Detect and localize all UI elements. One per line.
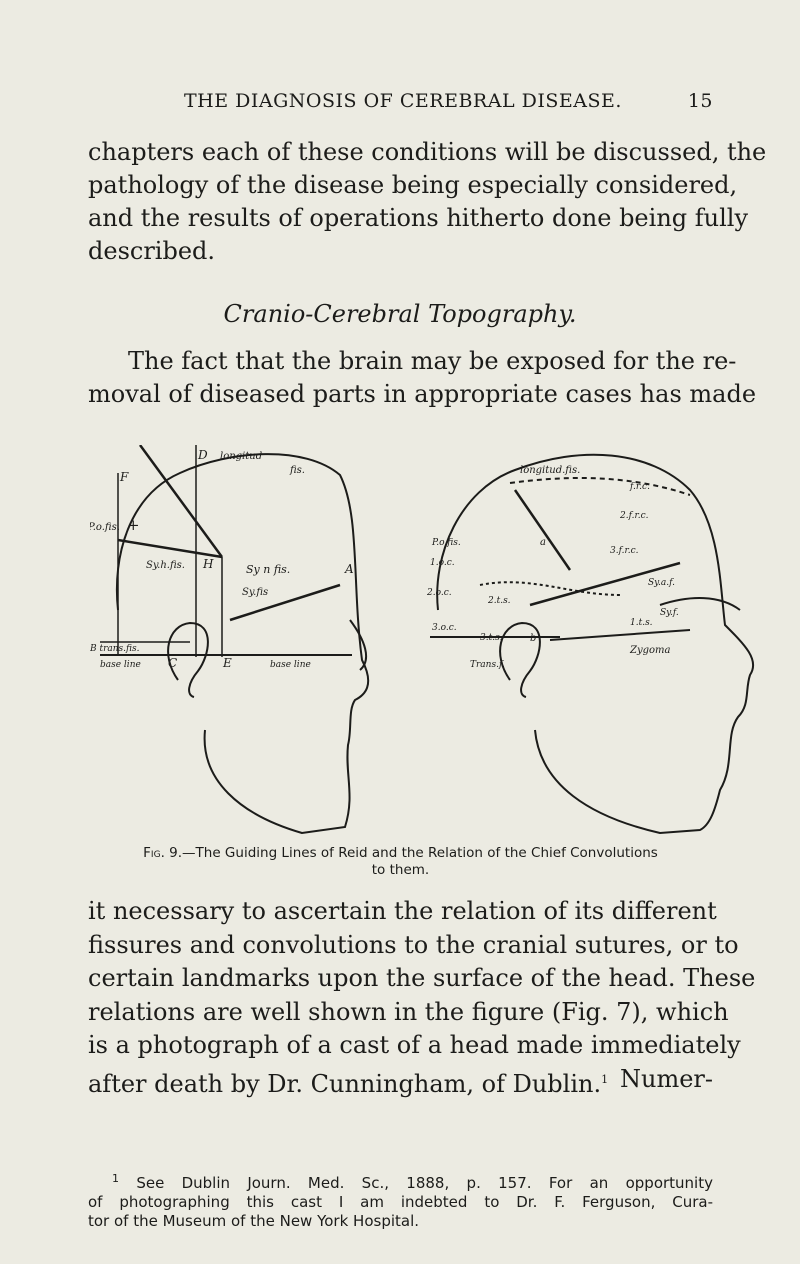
fig-label-frc: f.r.c. [630,482,650,492]
fig-label-base-line-left: base line [100,660,141,670]
fig-label-base-line-mid: base line [270,660,311,670]
fig-label-3oc: 3.o.c. [432,623,457,633]
footnote-marker: 1 [112,1172,119,1185]
running-head-title: THE DIAGNOSIS OF CEREBRAL DISEASE. [184,90,622,112]
page-number: 15 [687,90,713,112]
text-line: The fact that the brain may be exposed for the re- [128,347,737,375]
fig-label-3frc: 3.f.r.c. [610,546,639,556]
figure-reid-guiding-lines [90,445,770,840]
fig-label-b-right: b [530,633,537,644]
footnote-line: of photographing this cast I am indebted to Dr. F. Ferguson, Cura- [88,1193,713,1211]
text-line: it necessary to ascertain the relation of its different [88,897,717,925]
fig-label-e: E [223,656,232,670]
fig-label-b-trans: B trans.fis. [90,644,140,654]
text-line: pathology of the disease being especially considered, [88,171,738,199]
fig-label-zygoma: Zygoma [630,645,671,656]
figure-caption-text-2: to them. [371,862,430,878]
figure-caption [88,845,713,879]
fig-label-f: F [120,470,129,484]
fig-label-fis-left: fis. [290,465,305,476]
fig-label-synfis: Sy n fis. [246,563,291,576]
footnote-line: tor of the Museum of the New York Hospital. [88,1212,420,1230]
fig-label-syfis: Sy.fis [242,587,269,598]
fig-label-1ts: 1.t.s. [630,618,653,628]
section-heading: Cranio-Cerebral Topography. [223,300,577,328]
figure-caption-label: Fig. 9. [143,845,183,861]
footnote-line [88,1169,713,1193]
fig-label-plus: + [127,516,140,534]
footnote-ref: 1 [601,1072,609,1086]
paragraph-3 [88,895,756,1101]
right-temporal-sulcus [480,582,620,595]
fig-label-h: H [203,557,214,571]
right-zygoma [550,630,690,640]
fig-label-pofis: P.o.fis. [90,522,120,533]
right-rolandic-fissure [515,490,570,570]
footnote [88,1169,713,1231]
text-line: relations are well shown in the figure (Fig. 7), which [88,997,729,1026]
text-line [88,1063,713,1102]
fig-label-syhfis: Sy.h.fis. [146,560,185,571]
text-line: described. [88,237,216,265]
text-line-end: Numer- [620,1064,713,1093]
fig-label-2oc: 2.o.c. [427,588,452,598]
text-line: fissures and convolutions to the cranial sutures, or to [88,930,739,959]
figure-caption-text: —The Guiding Lines of Reid and the Relation of the Chief Convolutions [182,845,658,861]
paragraph-2 [88,345,757,411]
fig-label-2ts: 2.t.s. [488,596,511,606]
text-line: moval of diseased parts in appropriate cases has made [88,380,757,408]
right-head-outline [437,455,753,833]
text-line: and the results of operations hitherto done being fully [88,204,749,232]
fig-label-syf: Sy.f. [660,608,679,618]
fig-label-syaf: Sy.a.f. [648,578,676,588]
fig-label-d: D [198,448,208,462]
paragraph-1 [88,136,767,268]
fig-label-a: A [345,562,354,576]
left-sylvian-line [118,540,222,557]
fig-label-longitud-left: longitud [220,451,263,462]
left-head-outline [117,454,368,833]
footnote-line-text: See Dublin Journ. Med. Sc., 1888, p. 157. For an opportunity [136,1174,713,1192]
fig-label-a-right: a [540,537,546,548]
fig-label-pofis-right: P.o.fis. [432,538,461,548]
fig-label-1oc: 1.o.c. [430,558,455,568]
fig-label-3ts: 3.t.s. [480,633,503,643]
text-line-main: after death by Dr. Cunningham, of Dublin. [88,1069,602,1098]
right-head-illustration [430,455,753,833]
fig-label-transf: Trans.f. [470,660,505,670]
text-line: is a photograph of a cast of a head made immediately [88,1031,741,1059]
text-line: chapters each of these conditions will be discussed, the [88,138,767,166]
fig-label-2frc: 2.f.r.c. [620,511,649,521]
left-head-illustration [100,445,368,833]
right-longitudinal-fissure [510,478,690,495]
fig-label-c: C [168,656,178,670]
fig-label-longitud-fis: longitud.fis. [520,465,581,476]
text-line: certain landmarks upon the surface of the head. These [88,964,756,992]
